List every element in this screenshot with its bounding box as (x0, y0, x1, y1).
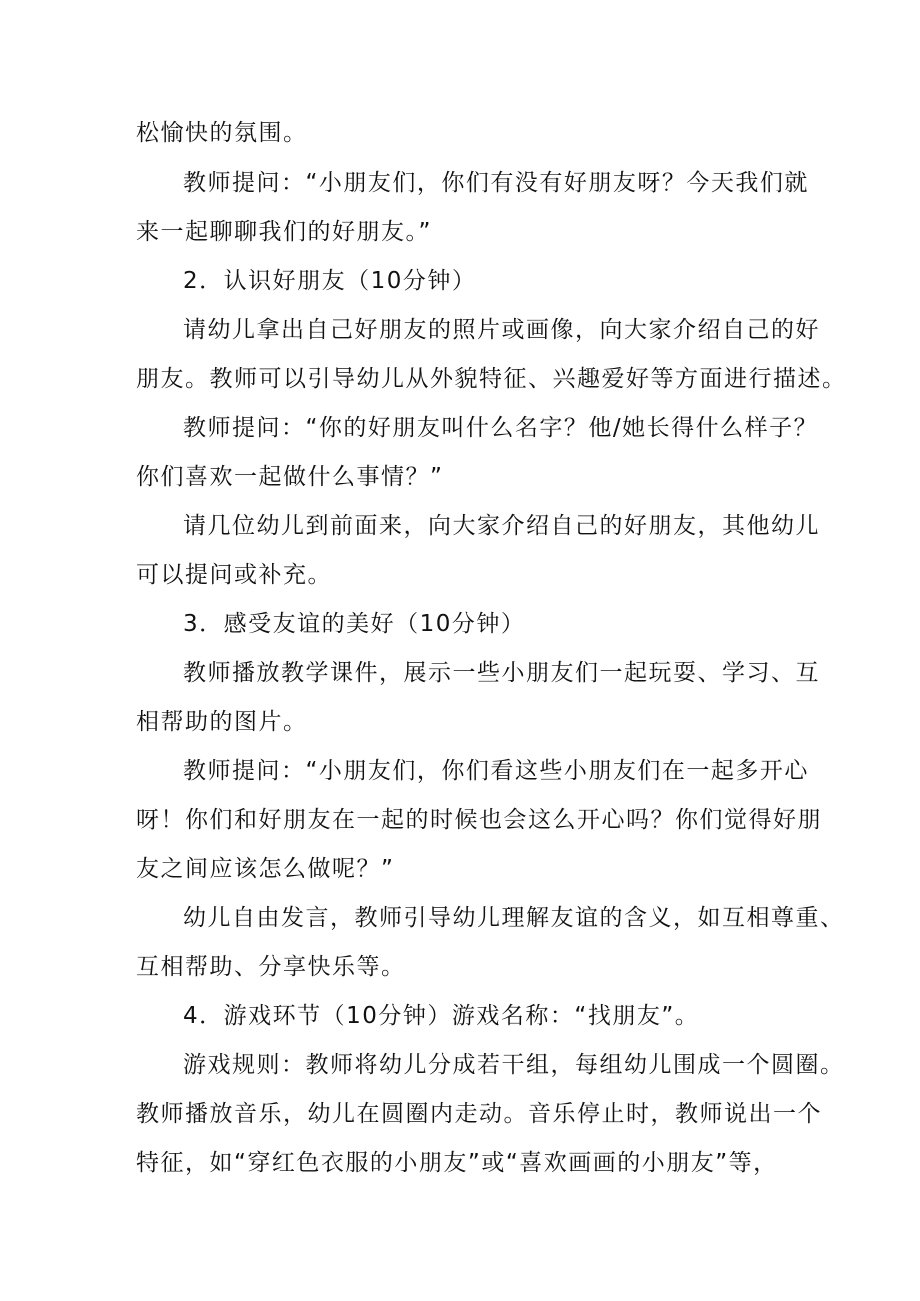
text-line: 请幼儿拿出自己好朋友的照片或画像，向大家介绍自己的好 (183, 317, 820, 343)
text-line: 互相帮助、分享快乐等。 (136, 954, 406, 980)
text-line: 请几位幼儿到前面来，向大家介绍自己的好朋友，其他幼儿 (183, 513, 820, 539)
text-line: 来一起聊聊我们的好朋友。” (136, 219, 432, 245)
text-line: 教师播放教学课件，展示一些小朋友们一起玩耍、学习、互 (183, 660, 820, 686)
section-heading: 3．感受友谊的美好（10分钟） (183, 611, 526, 637)
text-line: 特征，如“穿红色衣服的小朋友”或“喜欢画画的小朋友”等， (136, 1150, 778, 1176)
text-line: 教师提问：“小朋友们，你们看这些小朋友们在一起多开心 (183, 758, 809, 784)
text-line: 教师提问：“你的好朋友叫什么名字？他/她长得什么样子？ (183, 415, 819, 441)
section-heading: 2．认识好朋友（10分钟） (183, 268, 477, 294)
section-heading: 4．游戏环节（10分钟）游戏名称：“找朋友”。 (183, 1003, 700, 1029)
text-line: 朋友。教师可以引导幼儿从外貌特征、兴趣爱好等方面进行描述。 (136, 366, 847, 392)
text-line: 你们喜欢一起做什么事情？” (136, 464, 444, 490)
text-line: 可以提问或补充。 (136, 562, 332, 588)
text-line: 游戏规则：教师将幼儿分成若干组，每组幼儿围成一个圆圈。 (183, 1052, 845, 1078)
text-line: 松愉快的氛围。 (136, 120, 308, 146)
text-line: 教师提问：“小朋友们，你们有没有好朋友呀？今天我们就 (183, 170, 809, 196)
text-line: 相帮助的图片。 (136, 709, 308, 735)
text-line: 教师播放音乐，幼儿在圆圈内走动。音乐停止时，教师说出一个 (136, 1101, 822, 1127)
text-line: 友之间应该怎么做呢？” (136, 856, 395, 882)
text-line: 幼儿自由发言，教师引导幼儿理解友谊的含义，如互相尊重、 (183, 905, 845, 931)
text-line: 呀！你们和好朋友在一起的时候也会这么开心吗？你们觉得好朋 (136, 807, 822, 833)
